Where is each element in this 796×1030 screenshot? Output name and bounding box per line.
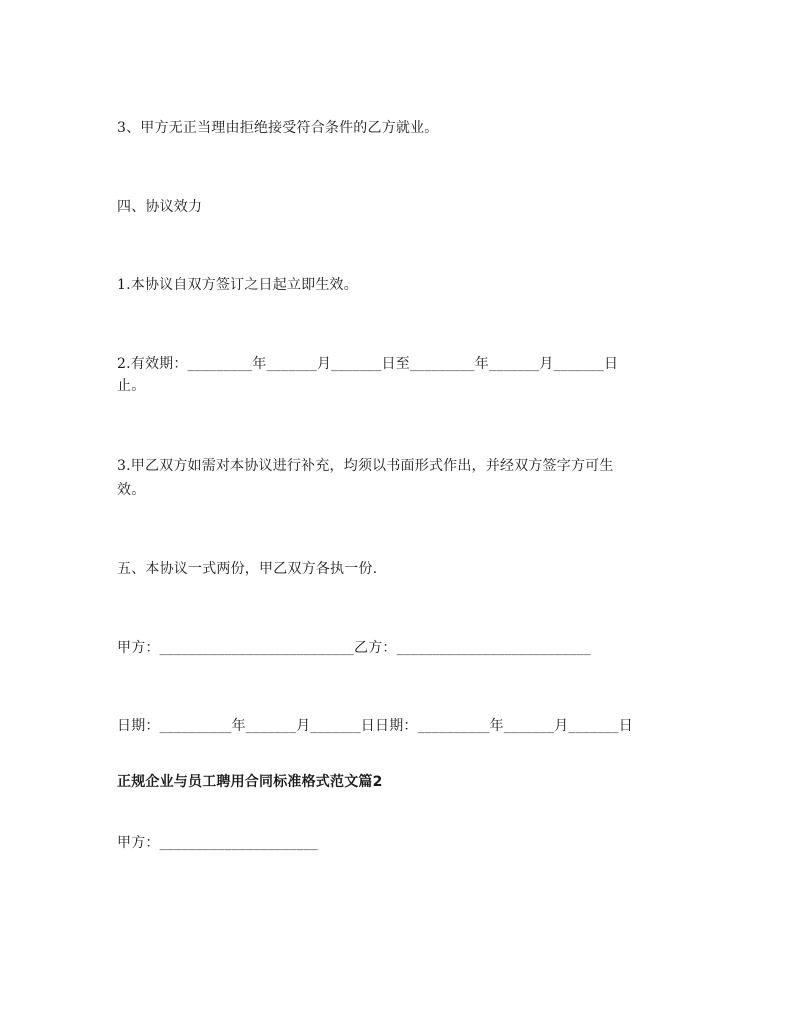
party-signature-line: 甲方：___________________________乙方：___________________________ (117, 640, 591, 656)
clause-3-text: 3、甲方无正当理由拒绝接受符合条件的乙方就业。 (117, 120, 439, 136)
party-a-line: 甲方：______________________ (117, 835, 318, 851)
clause-2-text-continuation: 止。 (117, 378, 146, 394)
section-title: 正规企业与员工聘用合同标准格式范文篇2 (117, 774, 383, 790)
clause-1-text: 1.本协议自双方签订之日起立即生效。 (117, 277, 358, 293)
clause-2-text: 2.有效期：_________年_______月_______日至_________年_______月_______日 (117, 356, 619, 372)
section-4-heading: 四、协议效力 (117, 199, 203, 215)
clause-3b-text: 3.甲乙双方如需对本协议进行补充，均须以书面形式作出，并经双方签字方可生 (117, 458, 614, 474)
clause-3b-text-continuation: 效。 (117, 482, 146, 498)
section-5-text: 五、本协议一式两份，甲乙双方各执一份. (117, 561, 378, 577)
date-signature-line: 日期：__________年_______月_______日日期：__________年_______月_______日 (117, 718, 633, 734)
